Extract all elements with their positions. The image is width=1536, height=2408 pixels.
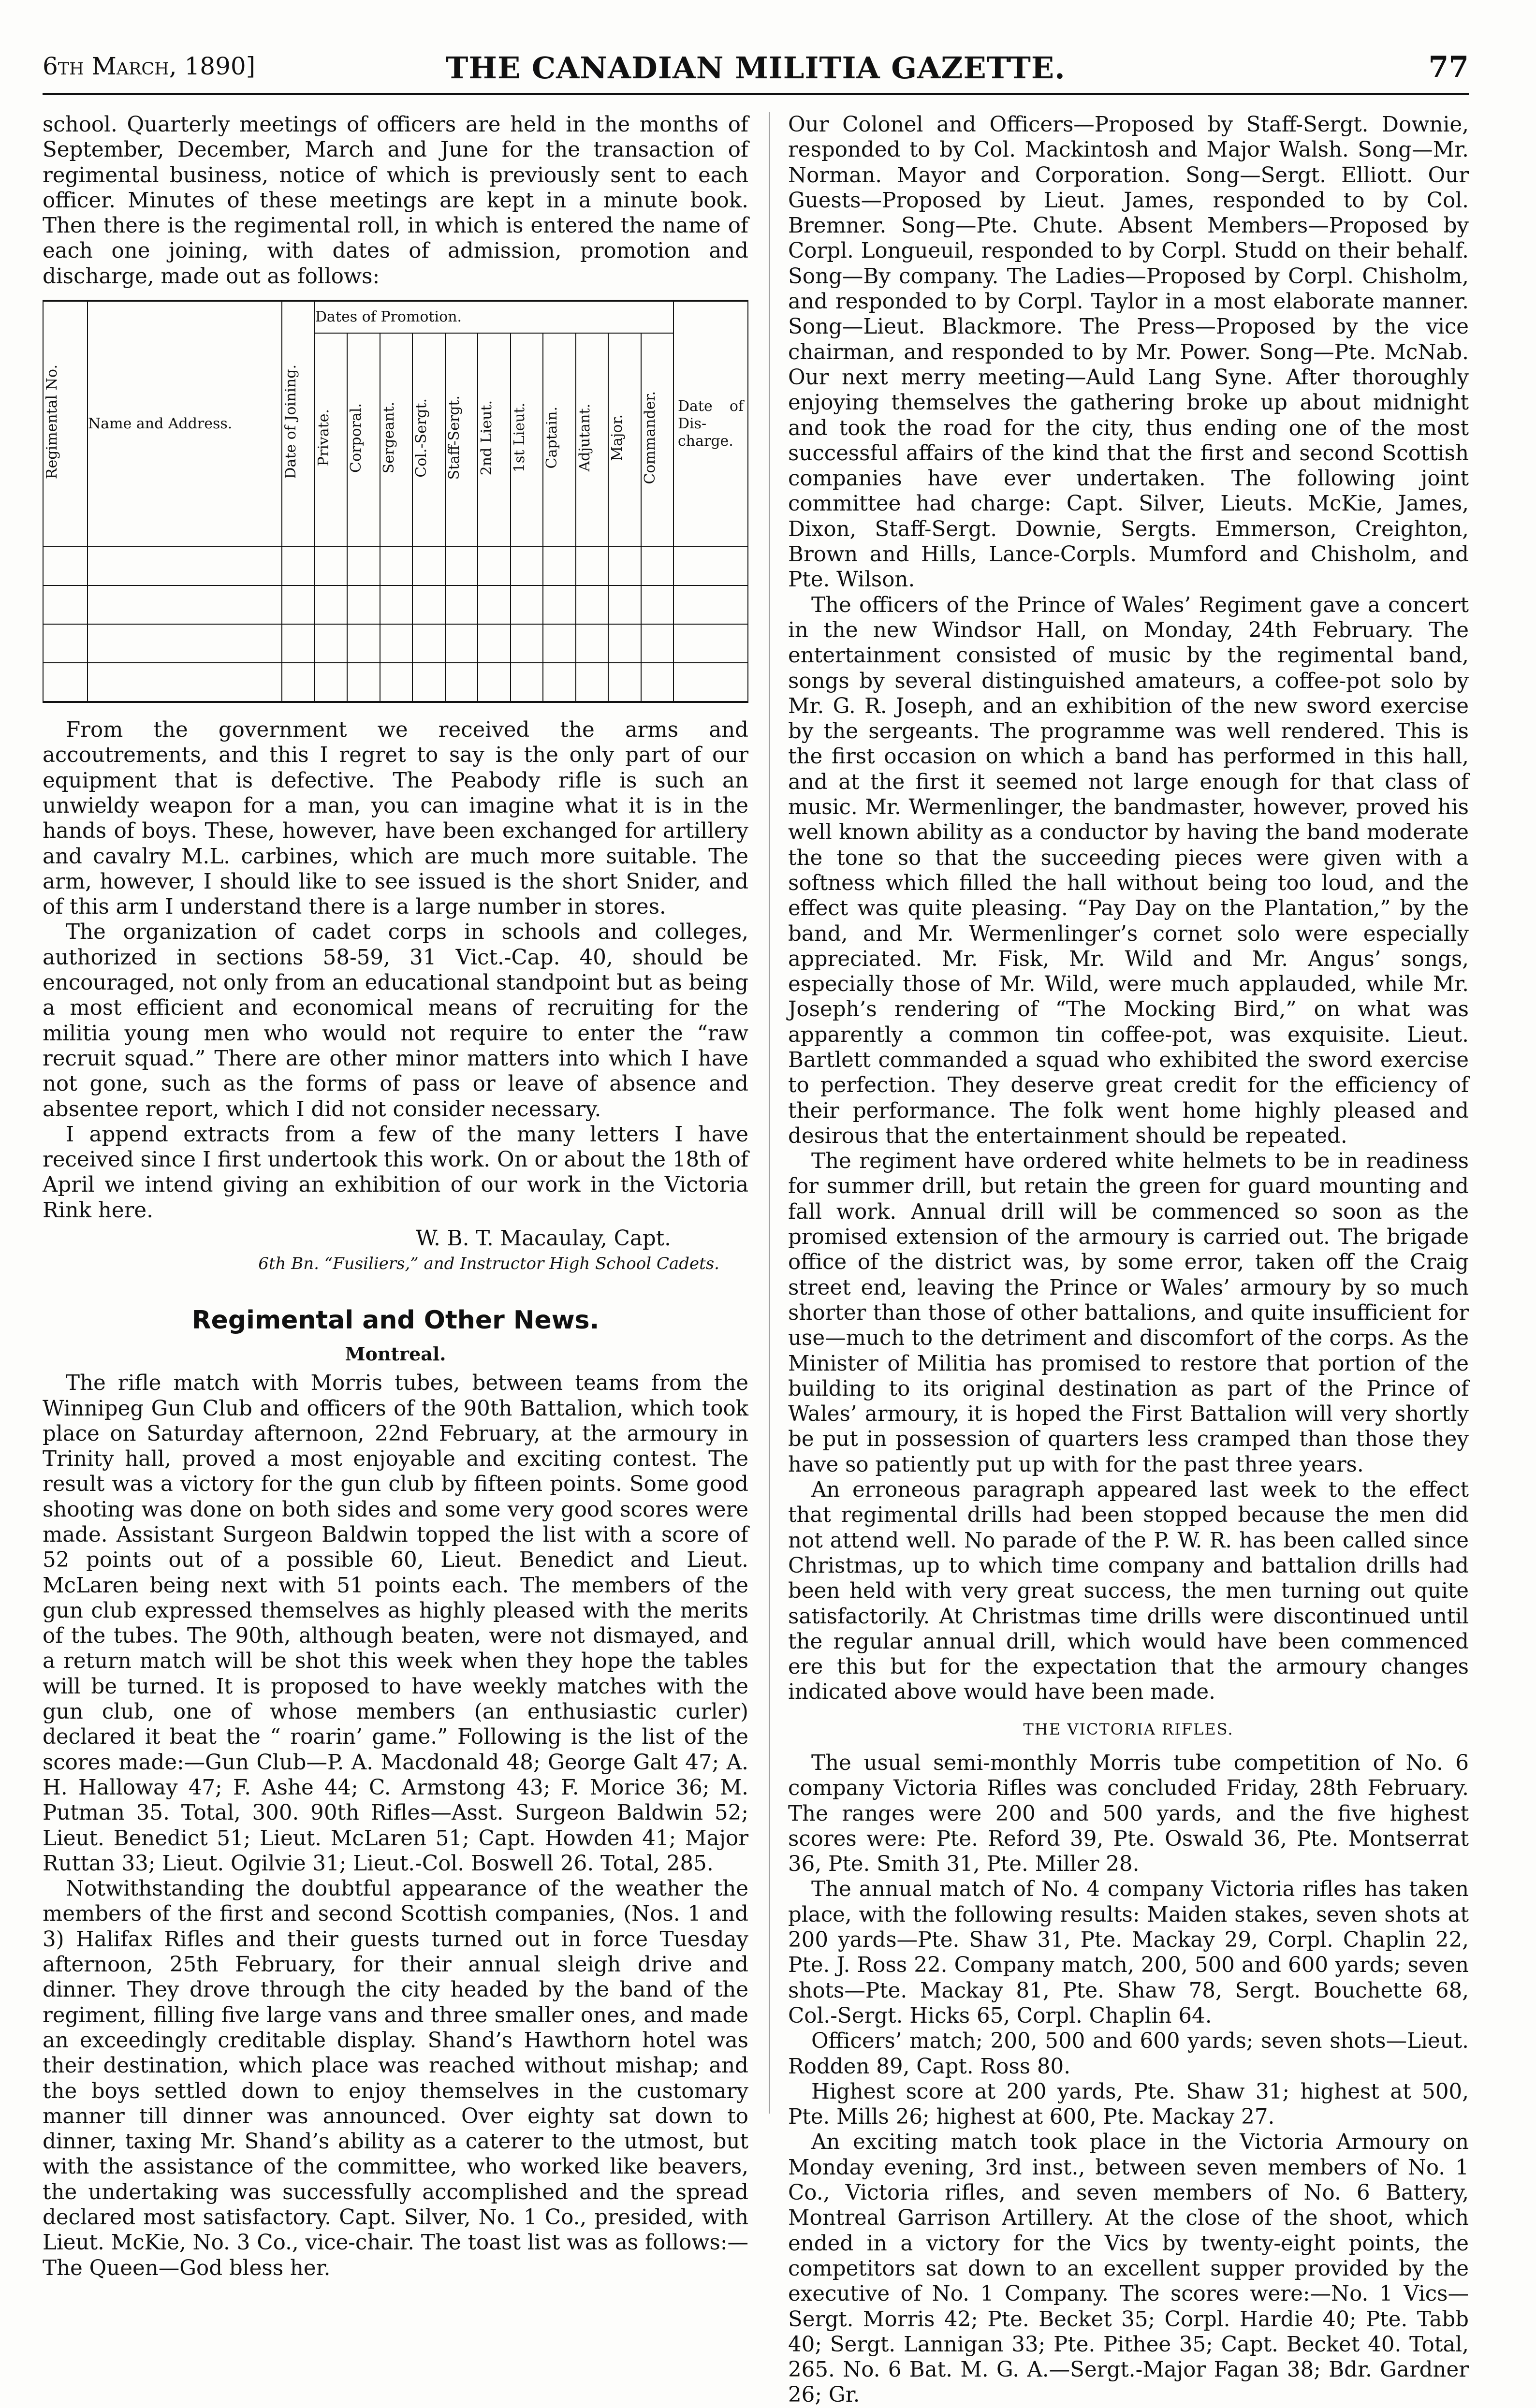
table-row bbox=[43, 663, 748, 702]
subsection-montreal: Montreal. bbox=[345, 1343, 446, 1365]
highest-score-paragraph: Highest score at 200 yards, Pte. Shaw 31; highest at 500, Pte. Mills 26; highest at 600, Pte. Mackay 27. bbox=[788, 2079, 1469, 2130]
col-name-address: Name and Address. bbox=[88, 301, 282, 547]
table-row bbox=[43, 585, 748, 624]
rank-staff-sergt: Staff-Sergt. bbox=[445, 333, 478, 547]
column-divider bbox=[769, 112, 770, 2114]
col-dates-promotion: Dates of Promotion. bbox=[315, 301, 673, 333]
victoria-rifles-heading: THE VICTORIA RIFLES. bbox=[1023, 1720, 1234, 1738]
arms-paragraph: From the government we received the arms and accoutrements, and this I regret to say is the only part of our equipment that is defective. The Peabody rifle is such an unwieldy weapon for a man, you can imagine what it is in the hands of boys. These, however, have been exchanged for artillery and cavalry M.L. carbines, which are much more suitable. The arm, however, I should like to see issued is the short Snider, and of this arm I understand there is a large number in stores. bbox=[43, 718, 748, 919]
rank-adjutant: Adjutant. bbox=[576, 333, 608, 547]
signature-name: W. B. T. Macaulay, Capt. bbox=[415, 1226, 671, 1251]
regimental-roll-table bbox=[43, 300, 748, 703]
rank-commander: Commander. bbox=[641, 333, 673, 547]
cadet-corps-paragraph: The organization of cadet corps in schools and colleges, authorized in sections 58-59, 31 Vict.-Cap. 40, should be encouraged, not only from an educational standpoint but as being a most efficient and economical means of recruiting for the militia young men who would not require to enter the “raw recruit squad.” There are other minor matters into which I have not gone, such as the forms of pass or leave of absence and absentee report, which I did not consider necessary. bbox=[43, 920, 748, 1122]
rifle-match-paragraph: The rifle match with Morris tubes, between teams from the Winnipeg Gun Club and officers of the 90th Battalion, which took place on Saturday afternoon, 22nd February, at the armoury in Trinity hall, proved a most enjoyable and exciting contest. The result was a victory for the gun club by fifteen points. Some good shooting was done on both sides and some very good scores were made. Assistant Surgeon Baldwin topped the list with a score of 52 points out of a possible 60, Lieut. Benedict and Lieut. McLaren being next with 51 points each. The members of the gun club expressed themselves as highly pleased with the merits of the tubes. The 90th, although beaten, were not dismayed, and a return match will be shot this week when they hope the tables will be turned. It is proposed to have weekly matches with the gun club, one of whose members (an enthusiastic curler) declared it beat the “ roarin’ game.” Following is the list of the scores made:—Gun Club—P. A. Macdonald 48; George Galt 47; A. H. Halloway 47; F. Ashe 44; C. Armstong 43; F. Morice 36; M. Putman 35. Total, 300. 90th Rifles—Asst. Surgeon Baldwin 52; Lieut. Benedict 51; Lieut. McLaren 51; Capt. Howden 41; Major Ruttan 33; Lieut. Ogilvie 31; Lieut.-Col. Boswell 26. Total, 285. bbox=[43, 1371, 748, 1876]
page-number: 77 bbox=[1428, 50, 1469, 84]
table-row bbox=[43, 547, 748, 585]
left-column bbox=[43, 112, 748, 2281]
page-header bbox=[43, 52, 1469, 91]
rank-1st-lieut: 1st Lieut. bbox=[511, 333, 543, 547]
rank-sergeant: Sergeant. bbox=[380, 333, 412, 547]
issue-date: 6th March, 1890] bbox=[43, 52, 256, 80]
letters-paragraph: I append extracts from a few of the many letters I have received since I first undertook this work. On or about the 18th of April we intend giving an exhibition of our work in the Victoria Rink here. bbox=[43, 1122, 748, 1223]
right-column bbox=[788, 112, 1469, 2408]
col-discharge: Date of Dis-charge. bbox=[673, 301, 748, 547]
rank-col-sergt: Col.-Sergt. bbox=[412, 333, 445, 547]
annual-match-paragraph: The annual match of No. 4 company Victoria rifles has taken place, with the following results: Maiden stakes, seven shots at 200 yards—Pte. Shaw 31, Pte. Mackay 29, Corpl. Chaplin 22, Pte. J. Ross 22. Company match, 200, 500 and 600 yards; seven shots—Pte. Mackay 81, Pte. Shaw 78, Sergt. Bouchette 68, Col.-Sergt. Hicks 65, Corpl. Chaplin 64. bbox=[788, 1877, 1469, 2028]
header-rule bbox=[43, 93, 1469, 95]
rank-private: Private. bbox=[315, 333, 347, 547]
publication-title: THE CANADIAN MILITIA GAZETTE. bbox=[446, 50, 1066, 86]
drills-paragraph: An erroneous paragraph appeared last week to the effect that regimental drills had been stopped because the men did not attend well. No parade of the P. W. R. has been called since Christmas, up to which time company and battalion drills had been held with very great success, the men turning out quite satisfactorily. At Christmas time drills were discontinued until the regular annual drill, which would have been commenced ere this but for the expectation that the armoury changes indicated above would have been made. bbox=[788, 1478, 1469, 1705]
col-date-joining: Date of Joining. bbox=[282, 301, 315, 547]
sleigh-drive-paragraph: Notwithstanding the doubtful appearance of the weather the members of the first and second Scottish companies, (Nos. 1 and 3) Halifax Rifles and their guests turned out in force Tuesday afternoon, 25th February, for their annual sleigh drive and dinner. They drove through the city headed by the band of the regiment, filling five large vans and three smaller ones, and made an exceedingly creditable display. Shand’s Hawthorn hotel was their destination, which place was reached without mishap; and the boys settled down to enjoy themselves in the customary manner till dinner was announced. Over eighty sat down to dinner, taxing Mr. Shand’s ability as a caterer to the utmost, but with the assistance of the committee, who worked like beavers, the undertaking was successfully accomplished and the spread declared most satisfactory. Capt. Silver, No. 1 Co., presided, with Lieut. McKie, No. 3 Co., vice-chair. The toast list was as follows:—The Queen—God bless her. bbox=[43, 1877, 748, 2280]
signature-title: 6th Bn. “Fusiliers,” and Instructor High School Cadets. bbox=[258, 1254, 719, 1274]
officers-match-paragraph: Officers’ match; 200, 500 and 600 yards; seven shots—Lieut. Rodden 89, Capt. Ross 80. bbox=[788, 2029, 1469, 2079]
intro-paragraph: school. Quarterly meetings of officers are held in the months of September, December, March and June for the transaction of regimental business, notice of which is previously sent to each officer. Minutes of these meetings are kept in a minute book. Then there is the regimental roll, in which is entered the name of each one joining, with dates of admission, promotion and discharge, made out as follows: bbox=[43, 113, 748, 289]
armoury-match-paragraph: An exciting match took place in the Victoria Armoury on Monday evening, 3rd inst., between seven members of No. 1 Co., Victoria rifles, and seven members of No. 6 Battery, Montreal Garrison Artillery. At the close of the shoot, which ended in a victory for the Vics by twenty-eight points, the competitors sat down to an excellent supper provided by the executive of No. 1 Company. The scores were:—No. 1 Vics—Sergt. Morris 42; Pte. Becket 35; Corpl. Hardie 40; Pte. Tabb 40; Sergt. Lannigan 33; Pte. Pithee 35; Capt. Becket 40. Total, 265. No. 6 Bat. M. G. A.—Sergt.-Major Fagan 38; Bdr. Gardner 26; Gr. bbox=[788, 2130, 1469, 2408]
toast-list-paragraph: Our Colonel and Officers—Proposed by Staff-Sergt. Downie, responded to by Col. Mackintosh and Major Walsh. Song—Mr. Norman. Mayor and Corporation. Song—Sergt. Elliott. Our Guests—Proposed by Lieut. James, responded to by Col. Bremner. Song—Pte. Chute. Absent Members—Proposed by Corpl. Longueuil, responded to by Corpl. Studd on their behalf. Song—By company. The Ladies—Proposed by Corpl. Chisholm, and responded to by Corpl. Taylor in a most elaborate manner. Song—Lieut. Blackmore. The Press—Proposed by the vice chairman, and responded to by Mr. Power. Song—Pte. McNab. Our next merry meeting—Auld Lang Syne. After thoroughly enjoying themselves the gathering broke up about midnight and took the road for the city, thus ending one of the most successful affairs of the kind that the first and second Scottish companies have ever undertaken. The following joint committee had charge: Capt. Silver, Lieuts. McKie, James, Dixon, Staff-Sergt. Downie, Sergts. Emmerson, Creighton, Brown and Hills, Lance-Corpls. Mumford and Chisholm, and Pte. Wilson. bbox=[788, 113, 1469, 592]
rank-2nd-lieut: 2nd Lieut. bbox=[478, 333, 510, 547]
rank-captain: Captain. bbox=[543, 333, 575, 547]
helmets-paragraph: The regiment have ordered white helmets to be in readiness for summer drill, but retain the green for guard mounting and fall work. Annual drill will be commenced so soon as the promised extension of the armoury is carried out. The brigade office of the district was, by some error, taken off the Craig street end, leaving the Prince or Wales’ armoury by so much shorter than those of other battalions, and quite insufficient for use—much to the detriment and discomfort of the corps. As the Minister of Militia has promised to restore that portion of the building to its original destination as part of the Prince of Wales’ armoury, it is hoped the First Battalion will very shortly be put in possession of quarters less cramped than those they have so patiently put up with for the past three years. bbox=[788, 1149, 1469, 1477]
table-row bbox=[43, 624, 748, 663]
rank-corporal: Corporal. bbox=[347, 333, 380, 547]
rank-major: Major. bbox=[608, 333, 641, 547]
col-regimental-no: Regimental No. bbox=[43, 301, 88, 547]
section-title: Regimental and Other News. bbox=[191, 1305, 600, 1335]
concert-paragraph: The officers of the Prince of Wales’ Regiment gave a concert in the new Windsor Hall, on Monday, 24th February. The entertainment consisted of music by the regimental band, songs by several distinguished amateurs, a coffee-pot solo by Mr. G. R. Joseph, and an exhibition of the new sword exercise by the sergeants. The programme was well rendered. This is the first occasion on which a band has performed in this hall, and at the first it seemed not large enough for that class of music. Mr. Wermenlinger, the bandmaster, however, proved his well known ability as a conductor by having the band moderate the tone so that the succeeding pieces were given with a softness which filled the hall without being too loud, and the effect was quite pleasing. “Pay Day on the Plantation,” by the band, and Mr. Wermenlinger’s cornet solo were especially appreciated. Mr. Fisk, Mr. Wild and Mr. Angus’ songs, especially those of Mr. Wild, were much applauded, while Mr. Joseph’s rendering of “The Mocking Bird,” on what was apparently a common tin coffee-pot, was exquisite. Lieut. Bartlett commanded a squad who exhibited the sword exercise to perfection. They deserve great credit for the efficiency of their performance. The folk went home highly pleased and desirous that the entertainment should be repeated. bbox=[788, 593, 1469, 1148]
morris-tube-paragraph: The usual semi-monthly Morris tube competition of No. 6 company Victoria Rifles was concluded Friday, 28th February. The ranges were 200 and 500 yards, and the five highest scores were: Pte. Reford 39, Pte. Oswald 36, Pte. Montserrat 36, Pte. Smith 31, Pte. Miller 28. bbox=[788, 1751, 1469, 1877]
